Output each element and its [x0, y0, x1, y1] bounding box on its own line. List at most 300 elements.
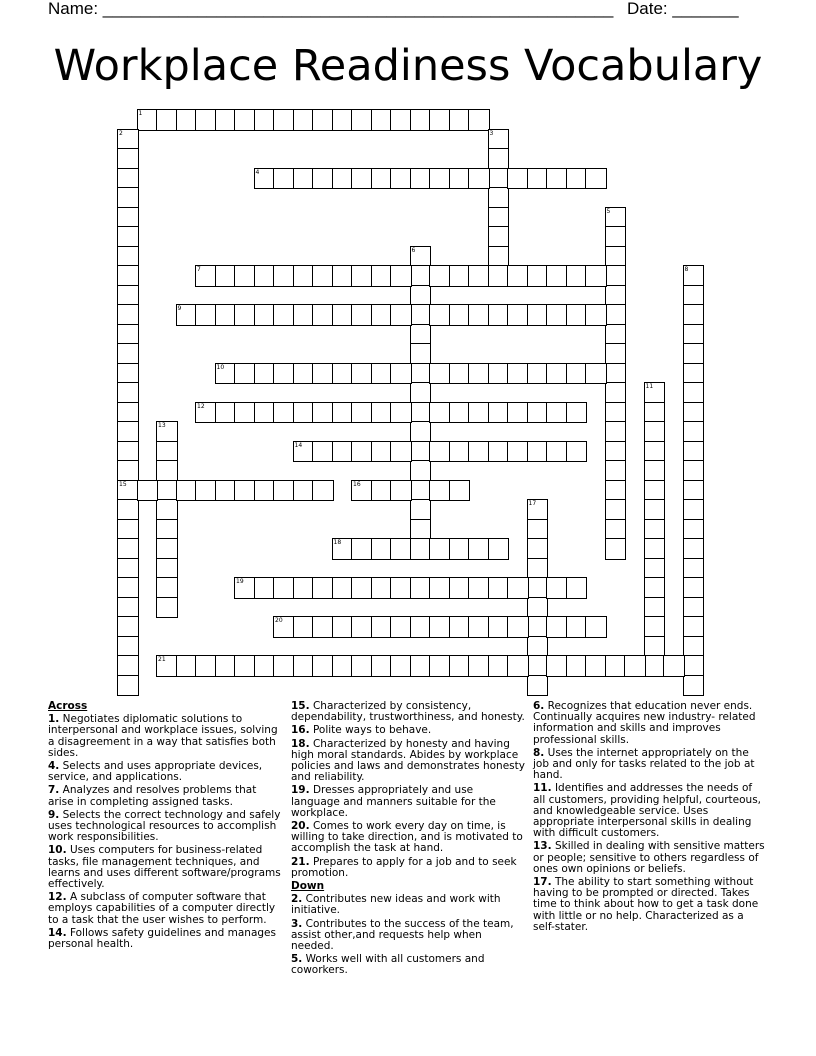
- crossword-cell[interactable]: [410, 519, 432, 541]
- crossword-cell[interactable]: [527, 168, 549, 190]
- crossword-cell[interactable]: [546, 402, 568, 424]
- crossword-cell[interactable]: [683, 304, 705, 326]
- crossword-cell[interactable]: [332, 441, 354, 463]
- crossword-cell[interactable]: [371, 577, 393, 599]
- crossword-cell[interactable]: [605, 460, 627, 482]
- crossword-cell[interactable]: [449, 168, 471, 190]
- crossword-cell[interactable]: [117, 148, 139, 170]
- crossword-cell[interactable]: [312, 265, 334, 287]
- crossword-cell[interactable]: [644, 480, 666, 502]
- crossword-cell[interactable]: [488, 441, 510, 463]
- crossword-cell[interactable]: [488, 168, 510, 190]
- crossword-cell[interactable]: [215, 109, 237, 131]
- crossword-cell[interactable]: [683, 363, 705, 385]
- crossword-cell[interactable]: [605, 441, 627, 463]
- crossword-cell[interactable]: [254, 402, 276, 424]
- crossword-cell[interactable]: [117, 402, 139, 424]
- crossword-cell[interactable]: [273, 480, 295, 502]
- crossword-cell[interactable]: [527, 597, 549, 619]
- crossword-cell[interactable]: [293, 402, 315, 424]
- crossword-cell[interactable]: [566, 265, 588, 287]
- crossword-cell[interactable]: [585, 616, 607, 638]
- crossword-cell[interactable]: [215, 655, 237, 677]
- crossword-cell[interactable]: [624, 655, 646, 677]
- crossword-cell[interactable]: [429, 655, 451, 677]
- crossword-cell[interactable]: [488, 129, 510, 151]
- crossword-cell[interactable]: [683, 558, 705, 580]
- crossword-cell[interactable]: [644, 382, 666, 404]
- crossword-cell[interactable]: [683, 675, 705, 697]
- crossword-cell[interactable]: [332, 655, 354, 677]
- crossword-cell[interactable]: [644, 636, 666, 658]
- crossword-cell[interactable]: [605, 285, 627, 307]
- crossword-cell[interactable]: [332, 363, 354, 385]
- crossword-cell[interactable]: [195, 402, 217, 424]
- crossword-cell[interactable]: [410, 324, 432, 346]
- crossword-cell[interactable]: [117, 636, 139, 658]
- crossword-cell[interactable]: [117, 207, 139, 229]
- crossword-cell[interactable]: [273, 402, 295, 424]
- crossword-cell[interactable]: [683, 655, 705, 677]
- crossword-cell[interactable]: [410, 304, 432, 326]
- crossword-cell[interactable]: [507, 441, 529, 463]
- crossword-cell[interactable]: [293, 109, 315, 131]
- crossword-cell[interactable]: [156, 441, 178, 463]
- crossword-cell[interactable]: [156, 558, 178, 580]
- crossword-cell[interactable]: [371, 480, 393, 502]
- crossword-cell[interactable]: [273, 655, 295, 677]
- crossword-cell[interactable]: [488, 207, 510, 229]
- crossword-cell[interactable]: [332, 168, 354, 190]
- crossword-cell[interactable]: [410, 499, 432, 521]
- crossword-cell[interactable]: [351, 577, 373, 599]
- crossword-cell[interactable]: [449, 109, 471, 131]
- crossword-cell[interactable]: [117, 187, 139, 209]
- crossword-cell[interactable]: [390, 480, 412, 502]
- crossword-cell[interactable]: [468, 655, 490, 677]
- crossword-cell[interactable]: [683, 441, 705, 463]
- crossword-cell[interactable]: [312, 441, 334, 463]
- crossword-cell[interactable]: [371, 265, 393, 287]
- crossword-cell[interactable]: [234, 304, 256, 326]
- crossword-cell[interactable]: [176, 109, 198, 131]
- crossword-cell[interactable]: [683, 402, 705, 424]
- crossword-cell[interactable]: [605, 207, 627, 229]
- crossword-cell[interactable]: [195, 109, 217, 131]
- crossword-cell[interactable]: [215, 304, 237, 326]
- crossword-cell[interactable]: [546, 265, 568, 287]
- crossword-cell[interactable]: [683, 636, 705, 658]
- crossword-cell[interactable]: [293, 480, 315, 502]
- crossword-cell[interactable]: [156, 109, 178, 131]
- crossword-cell[interactable]: [527, 402, 549, 424]
- crossword-cell[interactable]: [293, 363, 315, 385]
- crossword-cell[interactable]: [117, 265, 139, 287]
- crossword-cell[interactable]: [137, 480, 159, 502]
- crossword-cell[interactable]: [429, 402, 451, 424]
- crossword-cell[interactable]: [429, 616, 451, 638]
- crossword-cell[interactable]: [429, 577, 451, 599]
- crossword-cell[interactable]: [390, 168, 412, 190]
- crossword-cell[interactable]: [683, 519, 705, 541]
- crossword-cell[interactable]: [156, 597, 178, 619]
- crossword-cell[interactable]: [254, 363, 276, 385]
- crossword-cell[interactable]: [332, 402, 354, 424]
- crossword-cell[interactable]: [585, 265, 607, 287]
- crossword-cell[interactable]: [507, 265, 529, 287]
- crossword-cell[interactable]: [468, 304, 490, 326]
- crossword-cell[interactable]: [410, 480, 432, 502]
- crossword-cell[interactable]: [117, 460, 139, 482]
- crossword-cell[interactable]: [312, 577, 334, 599]
- crossword-cell[interactable]: [176, 655, 198, 677]
- crossword-cell[interactable]: [117, 129, 139, 151]
- crossword-cell[interactable]: [312, 363, 334, 385]
- crossword-cell[interactable]: [273, 363, 295, 385]
- crossword-cell[interactable]: [527, 636, 549, 658]
- crossword-cell[interactable]: [605, 519, 627, 541]
- crossword-cell[interactable]: [585, 304, 607, 326]
- crossword-cell[interactable]: [312, 655, 334, 677]
- crossword-cell[interactable]: [215, 265, 237, 287]
- crossword-cell[interactable]: [117, 577, 139, 599]
- crossword-cell[interactable]: [527, 558, 549, 580]
- crossword-cell[interactable]: [234, 402, 256, 424]
- crossword-cell[interactable]: [117, 616, 139, 638]
- crossword-cell[interactable]: [371, 616, 393, 638]
- crossword-cell[interactable]: [117, 421, 139, 443]
- crossword-cell[interactable]: [410, 538, 432, 560]
- crossword-cell[interactable]: [117, 480, 139, 502]
- crossword-cell[interactable]: [390, 265, 412, 287]
- crossword-cell[interactable]: [449, 538, 471, 560]
- crossword-cell[interactable]: [507, 363, 529, 385]
- crossword-cell[interactable]: [683, 421, 705, 443]
- crossword-cell[interactable]: [683, 285, 705, 307]
- crossword-cell[interactable]: [644, 460, 666, 482]
- crossword-cell[interactable]: [546, 441, 568, 463]
- crossword-cell[interactable]: [410, 441, 432, 463]
- crossword-cell[interactable]: [507, 168, 529, 190]
- crossword-cell[interactable]: [117, 168, 139, 190]
- crossword-cell[interactable]: [429, 363, 451, 385]
- crossword-cell[interactable]: [371, 441, 393, 463]
- crossword-cell[interactable]: [468, 168, 490, 190]
- crossword-cell[interactable]: [117, 285, 139, 307]
- crossword-cell[interactable]: [683, 499, 705, 521]
- crossword-cell[interactable]: [488, 226, 510, 248]
- crossword-cell[interactable]: [644, 558, 666, 580]
- crossword-cell[interactable]: [254, 265, 276, 287]
- crossword-cell[interactable]: [234, 480, 256, 502]
- crossword-cell[interactable]: [410, 460, 432, 482]
- crossword-cell[interactable]: [527, 616, 549, 638]
- crossword-cell[interactable]: [644, 499, 666, 521]
- crossword-cell[interactable]: [585, 363, 607, 385]
- crossword-cell[interactable]: [312, 304, 334, 326]
- crossword-cell[interactable]: [488, 616, 510, 638]
- crossword-cell[interactable]: [566, 441, 588, 463]
- crossword-cell[interactable]: [312, 402, 334, 424]
- crossword-cell[interactable]: [390, 441, 412, 463]
- crossword-cell[interactable]: [351, 655, 373, 677]
- crossword-cell[interactable]: [683, 480, 705, 502]
- crossword-cell[interactable]: [351, 109, 373, 131]
- crossword-cell[interactable]: [332, 577, 354, 599]
- crossword-cell[interactable]: [215, 363, 237, 385]
- crossword-cell[interactable]: [312, 109, 334, 131]
- crossword-cell[interactable]: [410, 265, 432, 287]
- crossword-cell[interactable]: [449, 304, 471, 326]
- crossword-cell[interactable]: [605, 655, 627, 677]
- crossword-cell[interactable]: [234, 265, 256, 287]
- crossword-cell[interactable]: [507, 577, 529, 599]
- crossword-cell[interactable]: [117, 558, 139, 580]
- crossword-cell[interactable]: [293, 441, 315, 463]
- crossword-cell[interactable]: [117, 675, 139, 697]
- crossword-cell[interactable]: [195, 304, 217, 326]
- crossword-cell[interactable]: [351, 480, 373, 502]
- crossword-cell[interactable]: [410, 382, 432, 404]
- crossword-cell[interactable]: [585, 168, 607, 190]
- crossword-cell[interactable]: [117, 226, 139, 248]
- crossword-cell[interactable]: [390, 402, 412, 424]
- crossword-cell[interactable]: [234, 363, 256, 385]
- crossword-cell[interactable]: [117, 246, 139, 268]
- crossword-cell[interactable]: [117, 655, 139, 677]
- crossword-cell[interactable]: [156, 499, 178, 521]
- crossword-cell[interactable]: [273, 109, 295, 131]
- crossword-cell[interactable]: [546, 616, 568, 638]
- crossword-cell[interactable]: [293, 577, 315, 599]
- crossword-cell[interactable]: [117, 441, 139, 463]
- crossword-cell[interactable]: [546, 655, 568, 677]
- crossword-cell[interactable]: [234, 577, 256, 599]
- crossword-cell[interactable]: [312, 168, 334, 190]
- crossword-cell[interactable]: [371, 109, 393, 131]
- crossword-cell[interactable]: [410, 616, 432, 638]
- crossword-cell[interactable]: [410, 402, 432, 424]
- crossword-cell[interactable]: [644, 616, 666, 638]
- crossword-cell[interactable]: [605, 304, 627, 326]
- crossword-cell[interactable]: [390, 655, 412, 677]
- crossword-cell[interactable]: [468, 363, 490, 385]
- crossword-cell[interactable]: [273, 577, 295, 599]
- crossword-cell[interactable]: [507, 616, 529, 638]
- crossword-cell[interactable]: [429, 109, 451, 131]
- crossword-cell[interactable]: [605, 499, 627, 521]
- crossword-cell[interactable]: [410, 421, 432, 443]
- crossword-cell[interactable]: [488, 265, 510, 287]
- crossword-cell[interactable]: [156, 519, 178, 541]
- crossword-cell[interactable]: [117, 304, 139, 326]
- crossword-cell[interactable]: [566, 363, 588, 385]
- crossword-cell[interactable]: [254, 577, 276, 599]
- crossword-cell[interactable]: [488, 655, 510, 677]
- crossword-cell[interactable]: [605, 480, 627, 502]
- crossword-cell[interactable]: [468, 577, 490, 599]
- crossword-cell[interactable]: [683, 577, 705, 599]
- crossword-cell[interactable]: [351, 304, 373, 326]
- crossword-cell[interactable]: [468, 402, 490, 424]
- crossword-cell[interactable]: [683, 538, 705, 560]
- crossword-cell[interactable]: [566, 616, 588, 638]
- crossword-cell[interactable]: [488, 148, 510, 170]
- crossword-cell[interactable]: [293, 616, 315, 638]
- crossword-cell[interactable]: [371, 168, 393, 190]
- crossword-cell[interactable]: [644, 655, 666, 677]
- crossword-cell[interactable]: [449, 577, 471, 599]
- crossword-cell[interactable]: [566, 577, 588, 599]
- crossword-cell[interactable]: [254, 109, 276, 131]
- crossword-cell[interactable]: [566, 168, 588, 190]
- crossword-cell[interactable]: [117, 382, 139, 404]
- crossword-cell[interactable]: [117, 499, 139, 521]
- crossword-cell[interactable]: [429, 480, 451, 502]
- crossword-cell[interactable]: [546, 304, 568, 326]
- crossword-cell[interactable]: [156, 655, 178, 677]
- crossword-cell[interactable]: [488, 538, 510, 560]
- crossword-cell[interactable]: [488, 402, 510, 424]
- crossword-cell[interactable]: [371, 363, 393, 385]
- crossword-cell[interactable]: [468, 616, 490, 638]
- crossword-cell[interactable]: [644, 538, 666, 560]
- crossword-cell[interactable]: [527, 655, 549, 677]
- crossword-cell[interactable]: [351, 265, 373, 287]
- crossword-cell[interactable]: [546, 168, 568, 190]
- crossword-cell[interactable]: [332, 616, 354, 638]
- crossword-cell[interactable]: [449, 402, 471, 424]
- crossword-cell[interactable]: [176, 480, 198, 502]
- crossword-cell[interactable]: [429, 304, 451, 326]
- crossword-cell[interactable]: [527, 441, 549, 463]
- crossword-cell[interactable]: [605, 343, 627, 365]
- crossword-cell[interactable]: [410, 343, 432, 365]
- crossword-cell[interactable]: [273, 265, 295, 287]
- crossword-cell[interactable]: [449, 441, 471, 463]
- crossword-cell[interactable]: [351, 616, 373, 638]
- crossword-cell[interactable]: [429, 168, 451, 190]
- crossword-cell[interactable]: [605, 538, 627, 560]
- crossword-cell[interactable]: [351, 363, 373, 385]
- crossword-cell[interactable]: [312, 616, 334, 638]
- crossword-cell[interactable]: [683, 616, 705, 638]
- crossword-cell[interactable]: [449, 480, 471, 502]
- crossword-cell[interactable]: [449, 616, 471, 638]
- crossword-cell[interactable]: [390, 109, 412, 131]
- crossword-cell[interactable]: [156, 577, 178, 599]
- crossword-cell[interactable]: [429, 265, 451, 287]
- crossword-cell[interactable]: [683, 597, 705, 619]
- crossword-cell[interactable]: [527, 499, 549, 521]
- crossword-cell[interactable]: [117, 597, 139, 619]
- crossword-cell[interactable]: [507, 655, 529, 677]
- crossword-cell[interactable]: [351, 168, 373, 190]
- crossword-cell[interactable]: [468, 441, 490, 463]
- crossword-cell[interactable]: [488, 577, 510, 599]
- crossword-cell[interactable]: [254, 304, 276, 326]
- crossword-cell[interactable]: [683, 324, 705, 346]
- crossword-cell[interactable]: [117, 343, 139, 365]
- crossword-cell[interactable]: [468, 109, 490, 131]
- crossword-cell[interactable]: [117, 519, 139, 541]
- crossword-cell[interactable]: [254, 480, 276, 502]
- crossword-cell[interactable]: [332, 109, 354, 131]
- crossword-cell[interactable]: [390, 304, 412, 326]
- crossword-cell[interactable]: [644, 441, 666, 463]
- crossword-cell[interactable]: [117, 324, 139, 346]
- crossword-cell[interactable]: [644, 577, 666, 599]
- crossword-cell[interactable]: [273, 304, 295, 326]
- crossword-cell[interactable]: [507, 304, 529, 326]
- crossword-cell[interactable]: [683, 460, 705, 482]
- crossword-cell[interactable]: [488, 304, 510, 326]
- crossword-cell[interactable]: [527, 519, 549, 541]
- crossword-cell[interactable]: [410, 577, 432, 599]
- crossword-cell[interactable]: [215, 402, 237, 424]
- crossword-cell[interactable]: [683, 265, 705, 287]
- crossword-cell[interactable]: [273, 616, 295, 638]
- crossword-cell[interactable]: [468, 265, 490, 287]
- crossword-cell[interactable]: [449, 655, 471, 677]
- crossword-cell[interactable]: [137, 109, 159, 131]
- crossword-cell[interactable]: [293, 265, 315, 287]
- crossword-cell[interactable]: [332, 538, 354, 560]
- crossword-cell[interactable]: [293, 304, 315, 326]
- crossword-cell[interactable]: [527, 577, 549, 599]
- crossword-cell[interactable]: [488, 363, 510, 385]
- crossword-cell[interactable]: [605, 402, 627, 424]
- crossword-cell[interactable]: [195, 265, 217, 287]
- crossword-cell[interactable]: [195, 480, 217, 502]
- crossword-cell[interactable]: [234, 109, 256, 131]
- crossword-cell[interactable]: [117, 363, 139, 385]
- crossword-cell[interactable]: [683, 343, 705, 365]
- crossword-cell[interactable]: [371, 402, 393, 424]
- crossword-cell[interactable]: [371, 655, 393, 677]
- crossword-cell[interactable]: [156, 460, 178, 482]
- crossword-cell[interactable]: [644, 421, 666, 443]
- crossword-cell[interactable]: [410, 168, 432, 190]
- crossword-cell[interactable]: [156, 421, 178, 443]
- crossword-cell[interactable]: [488, 246, 510, 268]
- crossword-cell[interactable]: [605, 324, 627, 346]
- crossword-cell[interactable]: [273, 168, 295, 190]
- crossword-cell[interactable]: [585, 655, 607, 677]
- crossword-cell[interactable]: [410, 655, 432, 677]
- crossword-cell[interactable]: [351, 441, 373, 463]
- crossword-cell[interactable]: [293, 168, 315, 190]
- crossword-cell[interactable]: [468, 538, 490, 560]
- crossword-cell[interactable]: [449, 363, 471, 385]
- crossword-cell[interactable]: [644, 597, 666, 619]
- crossword-cell[interactable]: [663, 655, 685, 677]
- crossword-cell[interactable]: [195, 655, 217, 677]
- crossword-cell[interactable]: [683, 382, 705, 404]
- crossword-cell[interactable]: [390, 577, 412, 599]
- crossword-cell[interactable]: [351, 538, 373, 560]
- crossword-cell[interactable]: [566, 655, 588, 677]
- crossword-cell[interactable]: [449, 265, 471, 287]
- crossword-cell[interactable]: [605, 421, 627, 443]
- crossword-cell[interactable]: [254, 168, 276, 190]
- crossword-cell[interactable]: [390, 616, 412, 638]
- crossword-cell[interactable]: [293, 655, 315, 677]
- crossword-cell[interactable]: [156, 480, 178, 502]
- crossword-cell[interactable]: [605, 226, 627, 248]
- crossword-cell[interactable]: [507, 402, 529, 424]
- crossword-cell[interactable]: [156, 538, 178, 560]
